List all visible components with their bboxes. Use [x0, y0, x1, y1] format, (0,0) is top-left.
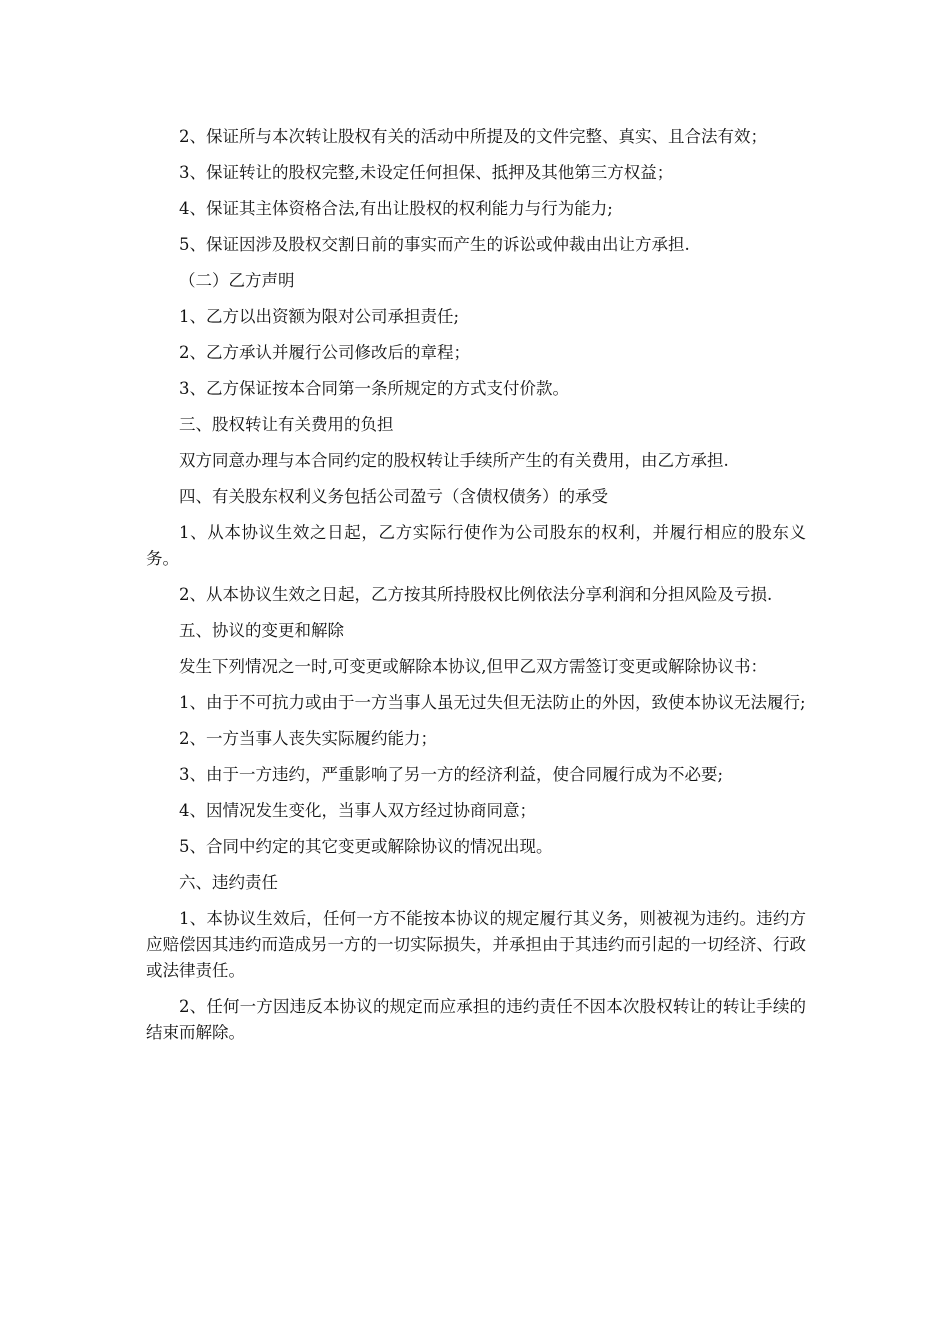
clause-paragraph: 双方同意办理与本合同约定的股权转让手续所产生的有关费用，由乙方承担.	[179, 451, 729, 470]
clause-paragraph: 发生下列情况之一时,可变更或解除本协议,但甲乙双方需签订变更或解除协议书：	[179, 657, 767, 676]
section-heading: 五、协议的变更和解除	[179, 621, 344, 640]
clause-paragraph: 5、保证因涉及股权交割日前的事实而产生的诉讼或仲裁由出让方承担.	[179, 235, 690, 254]
clause-paragraph: 2、从本协议生效之日起，乙方按其所持股权比例依法分享利润和分担风险及亏损.	[179, 585, 773, 604]
clause-paragraph: 4、保证其主体资格合法,有出让股权的权利能力与行为能力;	[179, 199, 613, 218]
section-heading: 三、股权转让有关费用的负担	[179, 415, 394, 434]
clause-paragraph: 4、因情况发生变化，当事人双方经过协商同意；	[179, 801, 536, 820]
clause-paragraph: 2、乙方承认并履行公司修改后的章程；	[179, 343, 470, 362]
clause-paragraph: 2、任何一方因违反本协议的规定而应承担的违约责任不因本次股权转让的转让手续的结束而解除。	[146, 997, 806, 1042]
clause-paragraph: 3、乙方保证按本合同第一条所规定的方式支付价款。	[179, 379, 569, 398]
clause-paragraph: 5、合同中约定的其它变更或解除协议的情况出现。	[179, 837, 553, 856]
clause-paragraph: 1、本协议生效后，任何一方不能按本协议的规定履行其义务，则被视为违约。违约方应赔偿因其违约而造成另一方的一切实际损失，并承担由于其违约而引起的一切经济、行政或法律责任。	[146, 909, 806, 980]
clause-paragraph: 1、由于不可抗力或由于一方当事人虽无过失但无法防止的外因，致使本协议无法履行;	[179, 693, 806, 712]
section-heading: 四、有关股东权利义务包括公司盈亏（含债权债务）的承受	[179, 487, 608, 506]
clause-paragraph: 2、保证所与本次转让股权有关的活动中所提及的文件完整、真实、且合法有效；	[179, 127, 767, 146]
section-heading: （二）乙方声明	[179, 271, 295, 290]
document-body	[146, 124, 806, 1056]
clause-paragraph: 1、乙方以出资额为限对公司承担责任;	[179, 307, 460, 326]
clause-paragraph: 1、从本协议生效之日起，乙方实际行使作为公司股东的权利，并履行相应的股东义务。	[146, 523, 806, 568]
clause-paragraph: 3、由于一方违约，严重影响了另一方的经济利益，使合同履行成为不必要;	[179, 765, 724, 784]
clause-paragraph: 3、保证转让的股权完整,未设定任何担保、抵押及其他第三方权益；	[179, 163, 674, 182]
clause-paragraph: 2、一方当事人丧失实际履约能力；	[179, 729, 437, 748]
section-heading: 六、违约责任	[179, 873, 278, 892]
